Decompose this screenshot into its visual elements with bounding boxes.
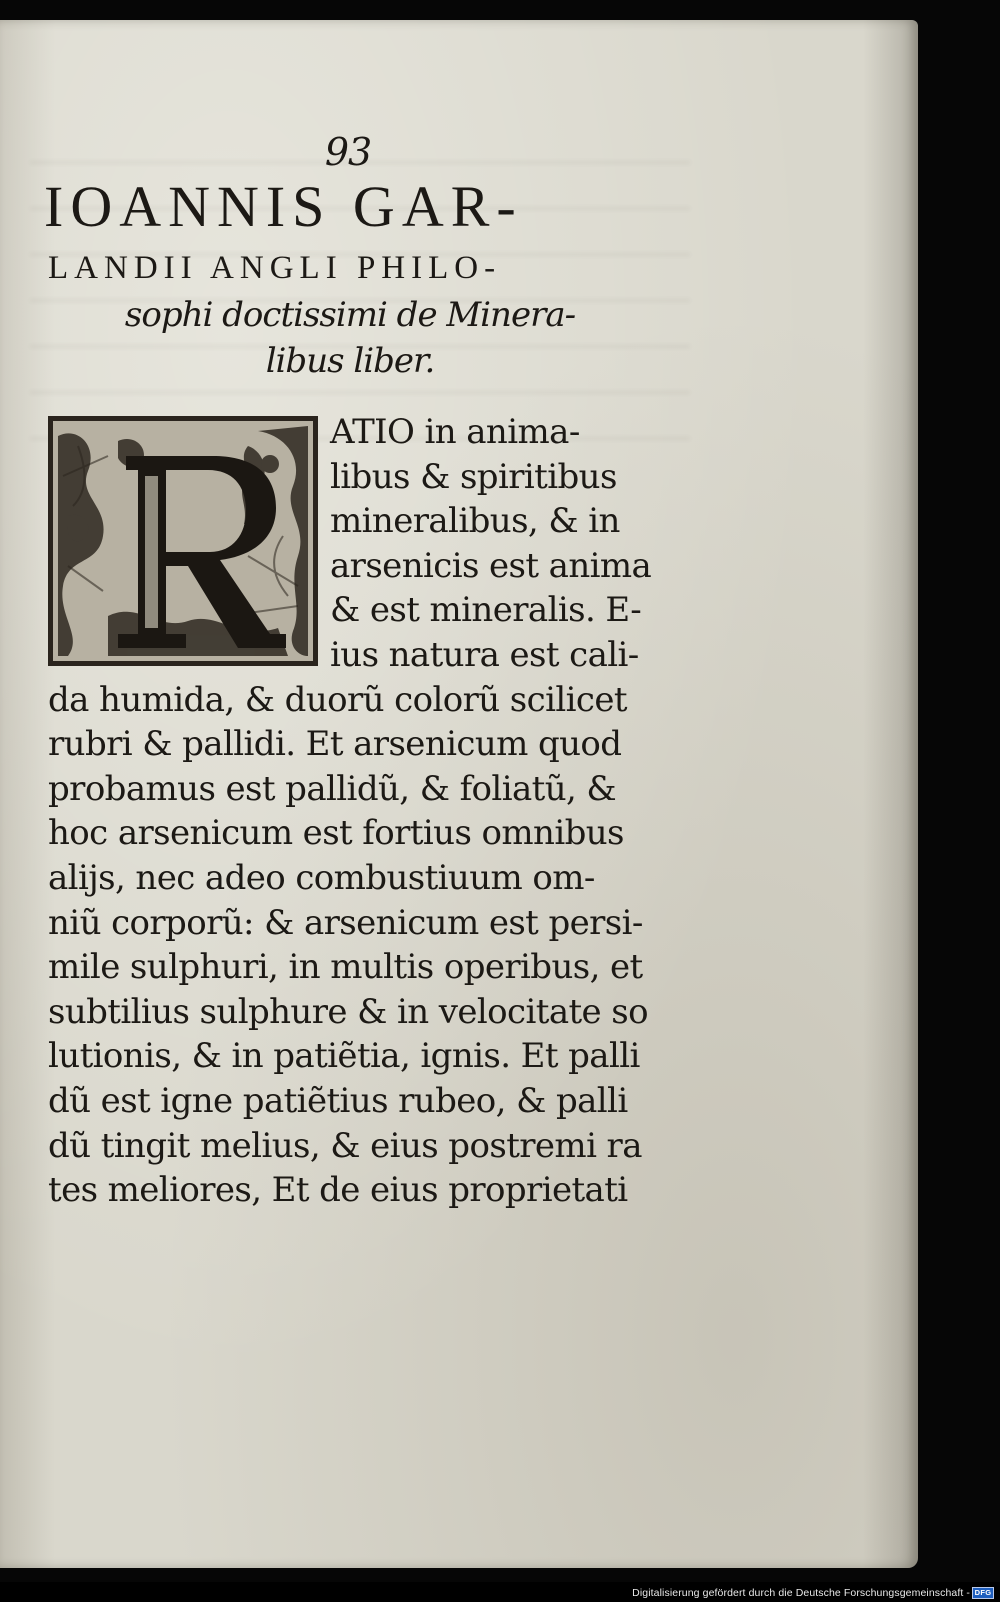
- body-line: tes meliores, Et de eius proprietati: [48, 1170, 628, 1211]
- folio-number: 93: [324, 130, 372, 174]
- body-line: & est mineralis. E-: [330, 590, 642, 631]
- body-line: subtilius sulphure & in velocitate so: [48, 991, 648, 1032]
- body-line: mile sulphuri, in multis operibus, et: [48, 947, 643, 988]
- body-line: niũ corporũ: & arsenicum est persi-: [48, 902, 643, 943]
- body-line: arsenicis est anima: [330, 545, 652, 586]
- body-line: hoc arsenicum est fortius omnibus: [48, 813, 624, 854]
- dfg-logo-icon[interactable]: DFG: [972, 1587, 994, 1599]
- body-line: mineralibus, & in: [330, 501, 620, 542]
- book-page: [0, 20, 918, 1568]
- body-line: dũ tingit melius, & eius postremi ra: [48, 1125, 642, 1166]
- heading-line-4: libus liber.: [265, 341, 435, 381]
- body-line: aliјs, nec adeo combustiuum om-: [48, 857, 595, 898]
- page-text-block: [44, 128, 678, 1213]
- body-line: ATIO in anima-: [330, 412, 580, 452]
- funding-credit: Digitalisierung gefördert durch die Deutsche Forschungsgemeinschaft -: [632, 1587, 970, 1599]
- body-line: probamus est pallidũ, & foliatũ, &: [48, 768, 617, 809]
- heading-line-1: IOANNIS GAR-: [44, 174, 523, 239]
- woodcut-initial-r-icon: [48, 416, 318, 666]
- footer-bar: [0, 1582, 1000, 1602]
- body-line: da humida, & duorũ colorũ scilicet: [48, 679, 627, 720]
- body-line: ius natura est cali-: [330, 634, 639, 675]
- body-line: lutionis, & in patiẽtia, ignis. Et palli: [48, 1036, 640, 1077]
- body-line: libus & spiritibus: [330, 456, 617, 497]
- body-line: rubri & pallidi. Et arsenicum quod: [48, 724, 622, 765]
- body-text: [48, 410, 678, 1213]
- heading-line-2: LANDII ANGLI PHILO-: [48, 250, 502, 286]
- body-line: dũ est igne patiẽtius rubeo, & palli: [48, 1080, 628, 1121]
- heading-line-3: sophi doctissimi de Minera-: [124, 295, 576, 335]
